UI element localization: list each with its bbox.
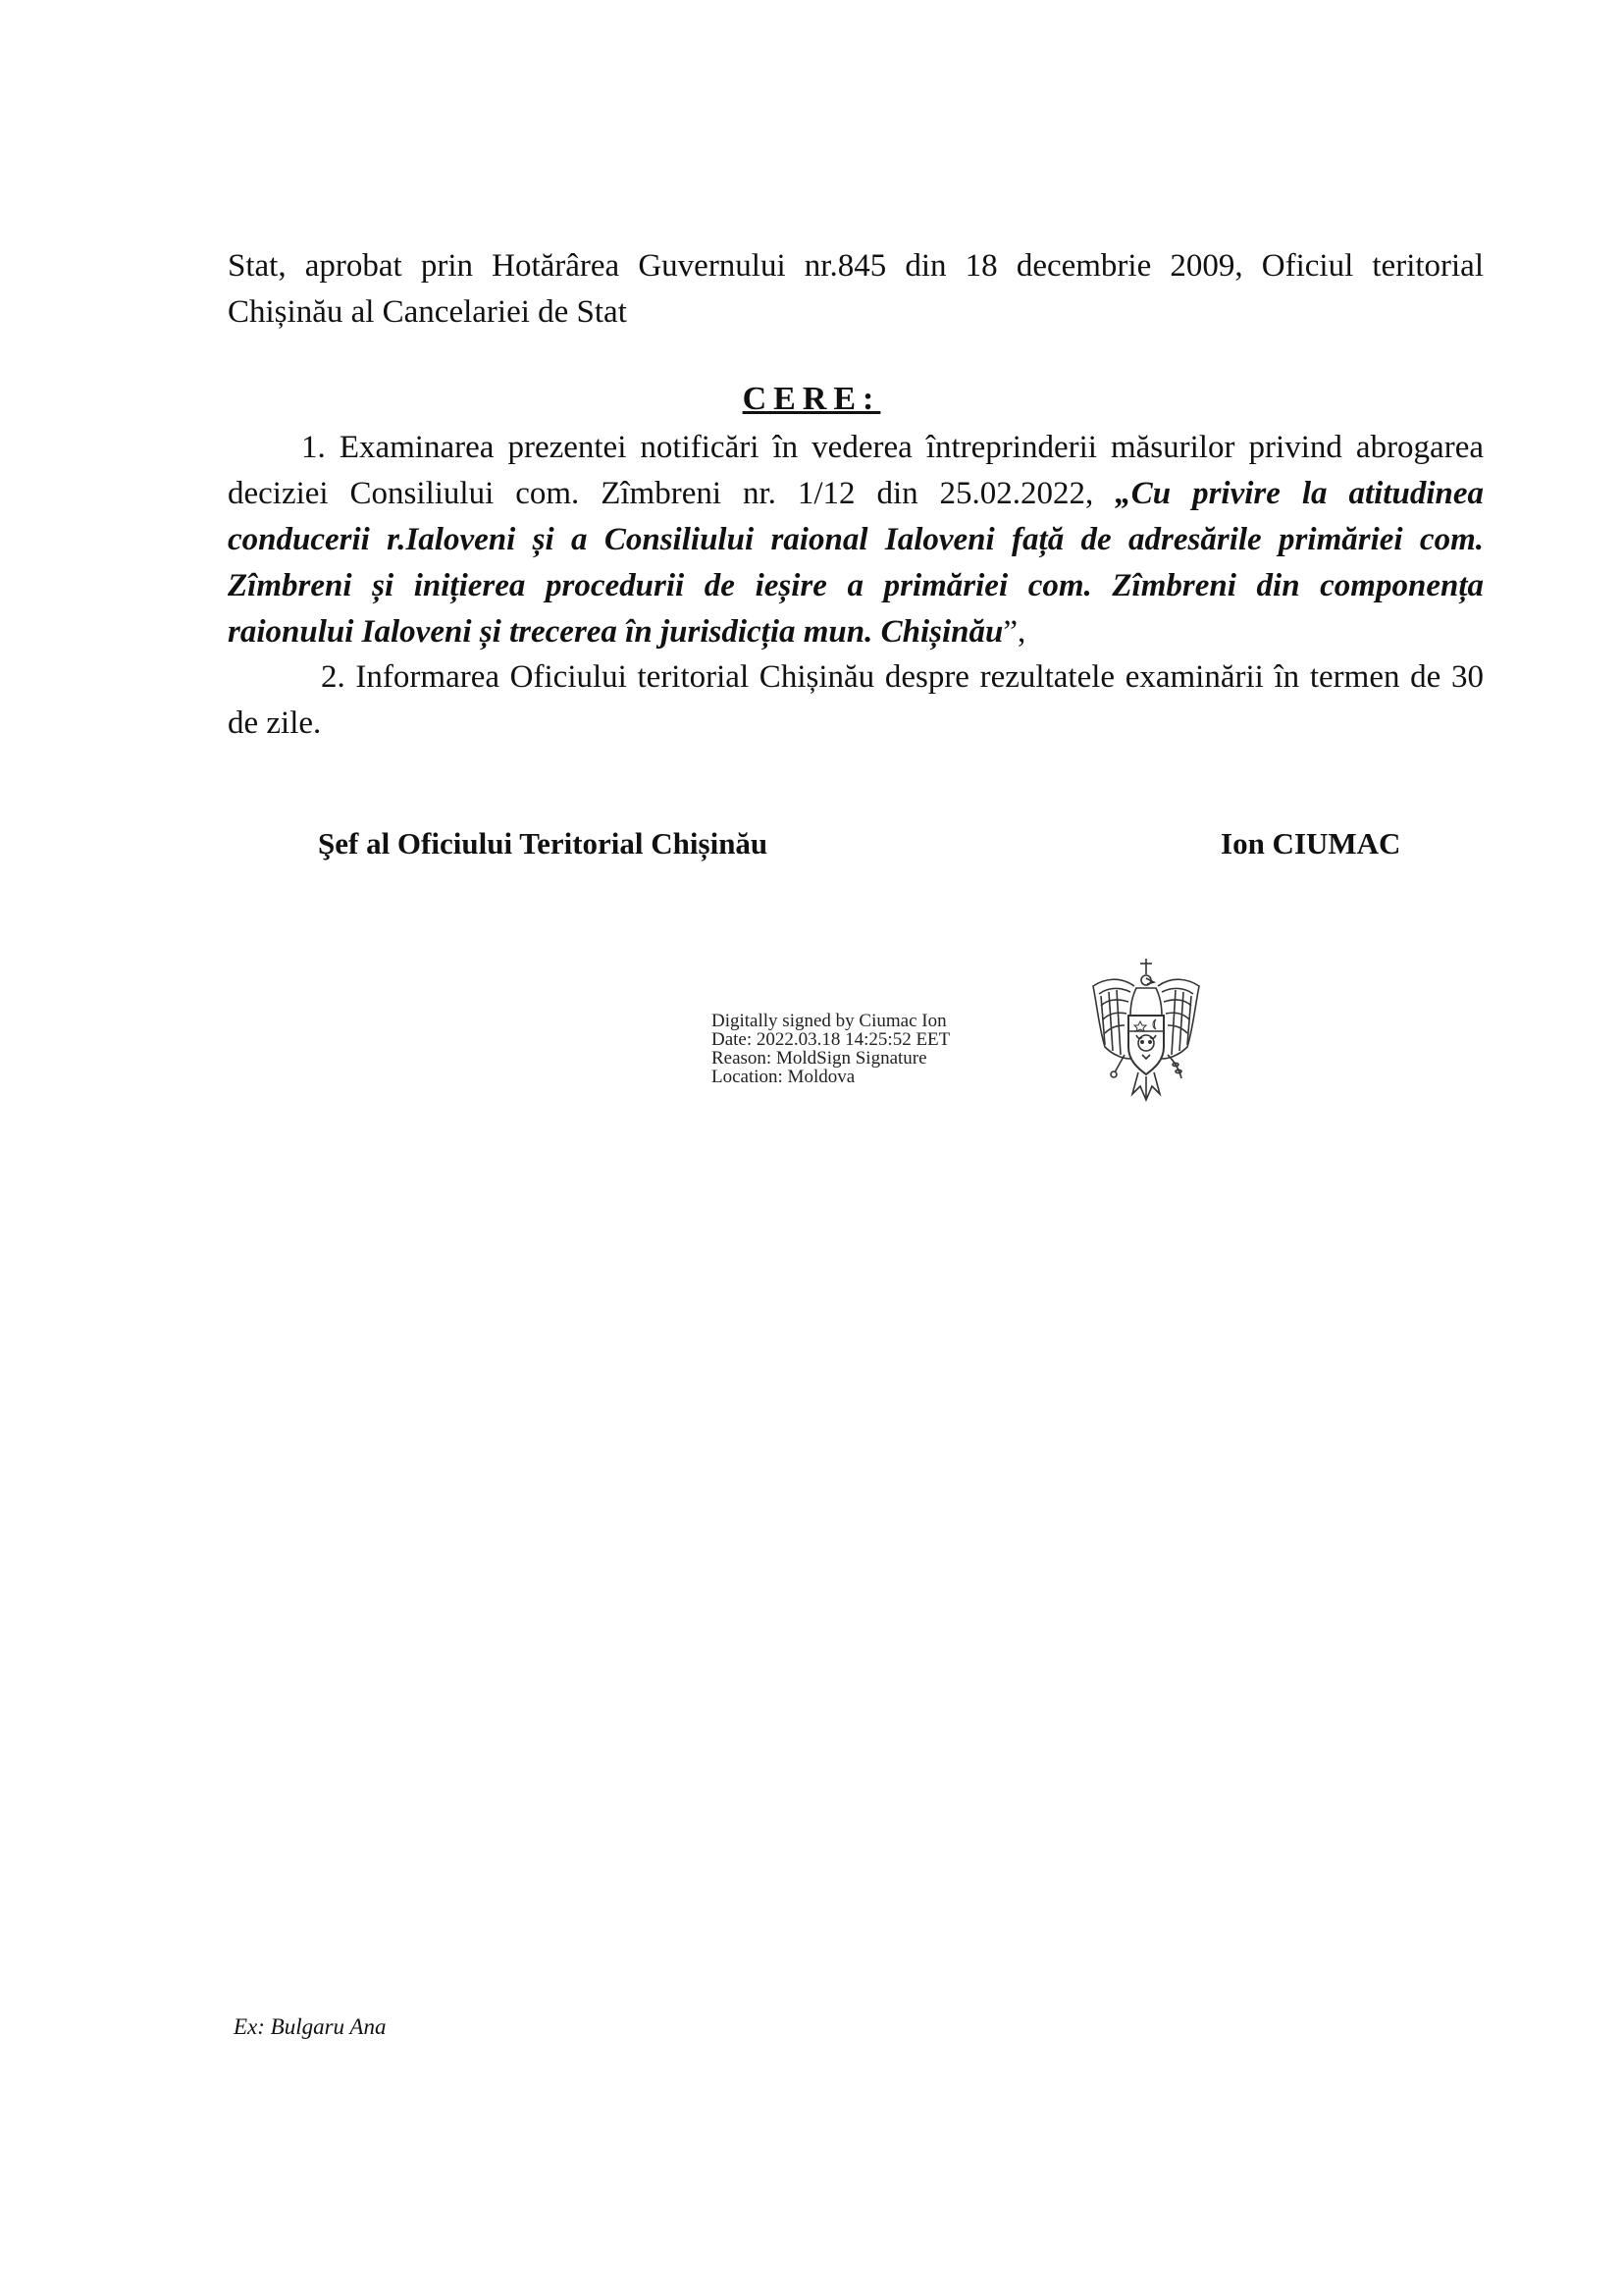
digital-signature-block (711, 1012, 950, 1086)
digital-signature-location: Location: Moldova (711, 1067, 856, 1087)
digital-signature-date: Date: 2022.03.18 14:25:52 EET (711, 1029, 951, 1050)
request-item-2: 2. Informarea Oficiului teritorial Chișinău despre rezultatele examinării în termen de 30 de zile. (228, 659, 1484, 741)
digital-signature-reason: Reason: MoldSign Signature (711, 1048, 927, 1069)
request-item-1 (228, 425, 1484, 655)
intro-paragraph: Stat, aprobat prin Hotărârea Guvernului nr.845 din 18 decembrie 2009, Oficiul teritorial Chișinău al Cancelariei de Stat (228, 248, 1484, 330)
signer-name: Ion CIUMAC (1221, 826, 1401, 861)
moldova-coat-of-arms-icon (1085, 957, 1207, 1102)
request-item-1-tail: ”, (1003, 614, 1026, 650)
decision-title-quote: „Cu privire la atitudinea conducerii r.Ialoveni și a Consiliului raional Ialoveni față de adresările primăriei com. Zîmbreni și inițierea procedurii de ieșire a primăriei com. Zîmbreni din componența raionului Ialoveni și trecerea în jurisdicția mun. Chișinău (228, 476, 1484, 650)
request-heading: CERE: (742, 381, 881, 417)
signer-title: Şef al Oficiului Teritorial Chișinău (318, 826, 768, 861)
digital-signature-signer: Digitally signed by Ciumac Ion (711, 1011, 947, 1031)
executor-note: Ex: Bulgaru Ana (234, 2014, 387, 2039)
request-item-1-lead: 1. Examinarea prezentei notificări în vederea întreprinderii măsurilor privind abrogarea deciziei Consiliului com. Zîmbreni nr. 1/12 din 25.02.2022, (228, 430, 1484, 511)
